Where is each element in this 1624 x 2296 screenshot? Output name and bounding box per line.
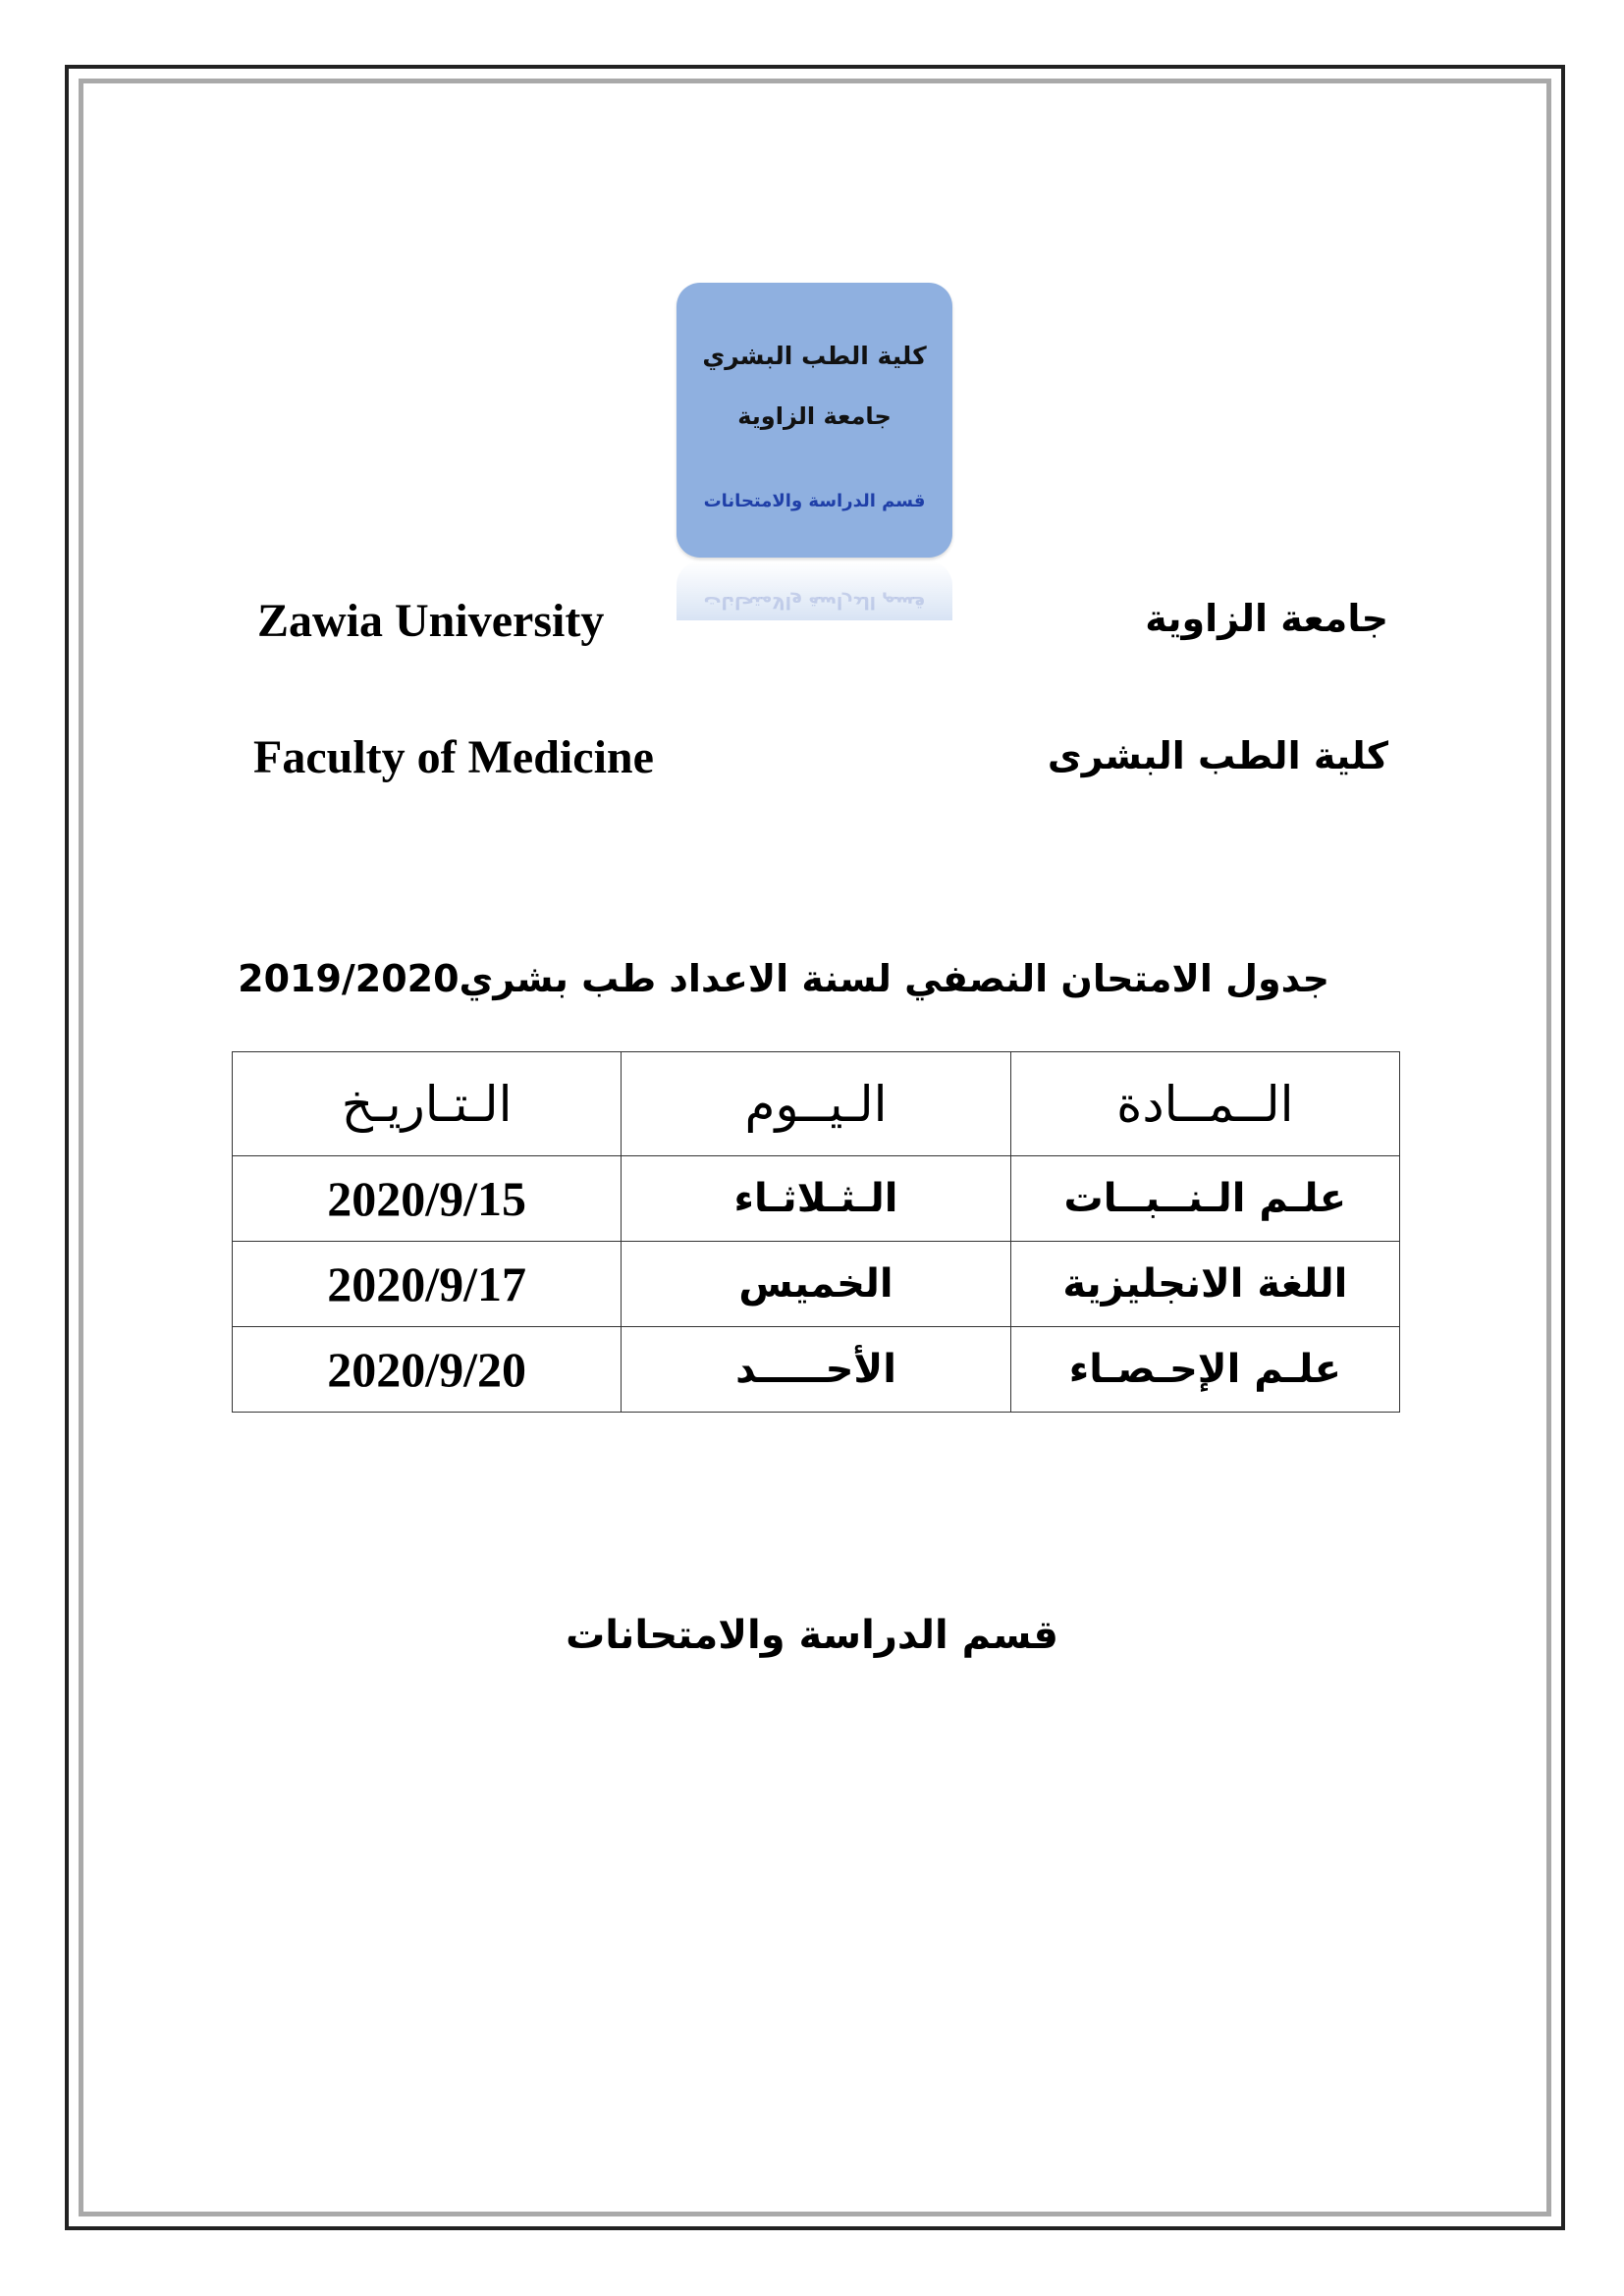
faculty-logo [677,283,952,558]
logo-department-name: قسم الدراسة والامتحانات [703,491,926,511]
logo-reflection [677,561,952,620]
faculty-name-en: Faculty of Medicine [253,731,654,783]
day-cell: الأحـــــد [622,1327,1010,1413]
date-cell: 2020/9/15 [233,1156,622,1242]
column-header-day: الـيــوم [622,1052,1010,1156]
exam-schedule-table [232,1051,1400,1413]
schedule-title: جدول الامتحان النصفي لسنة الاعداد طب بشري2019/2020 [238,957,1329,1000]
subject-cell: اللغة الانجليزية [1010,1242,1399,1327]
subject-cell: علـم الـنــبــات [1010,1156,1399,1242]
column-header-date: الـتـاريـخ [233,1052,622,1156]
day-cell: الـثـلاثـاء [622,1156,1010,1242]
table-row [233,1156,1400,1242]
column-header-subject: الــمــادة [1010,1052,1399,1156]
subject-cell: علـم الإحـصـاء [1010,1327,1399,1413]
table-row [233,1242,1400,1327]
university-name-en: Zawia University [257,595,605,647]
department-signature: قسم الدراسة والامتحانات [566,1613,1058,1658]
university-name-ar: جامعة الزاوية [1145,597,1388,640]
table-row [233,1327,1400,1413]
faculty-name-ar: كلية الطب البشرى [1047,734,1388,777]
logo-university-name: جامعة الزاوية [737,402,892,430]
logo-faculty-name: كلية الطب البشري [702,342,927,370]
logo-reflection-text: قسم الدراسة والامتحانات [703,592,926,613]
day-cell: الخميس [622,1242,1010,1327]
date-cell: 2020/9/17 [233,1242,622,1327]
date-cell: 2020/9/20 [233,1327,622,1413]
table-header-row [233,1052,1400,1156]
